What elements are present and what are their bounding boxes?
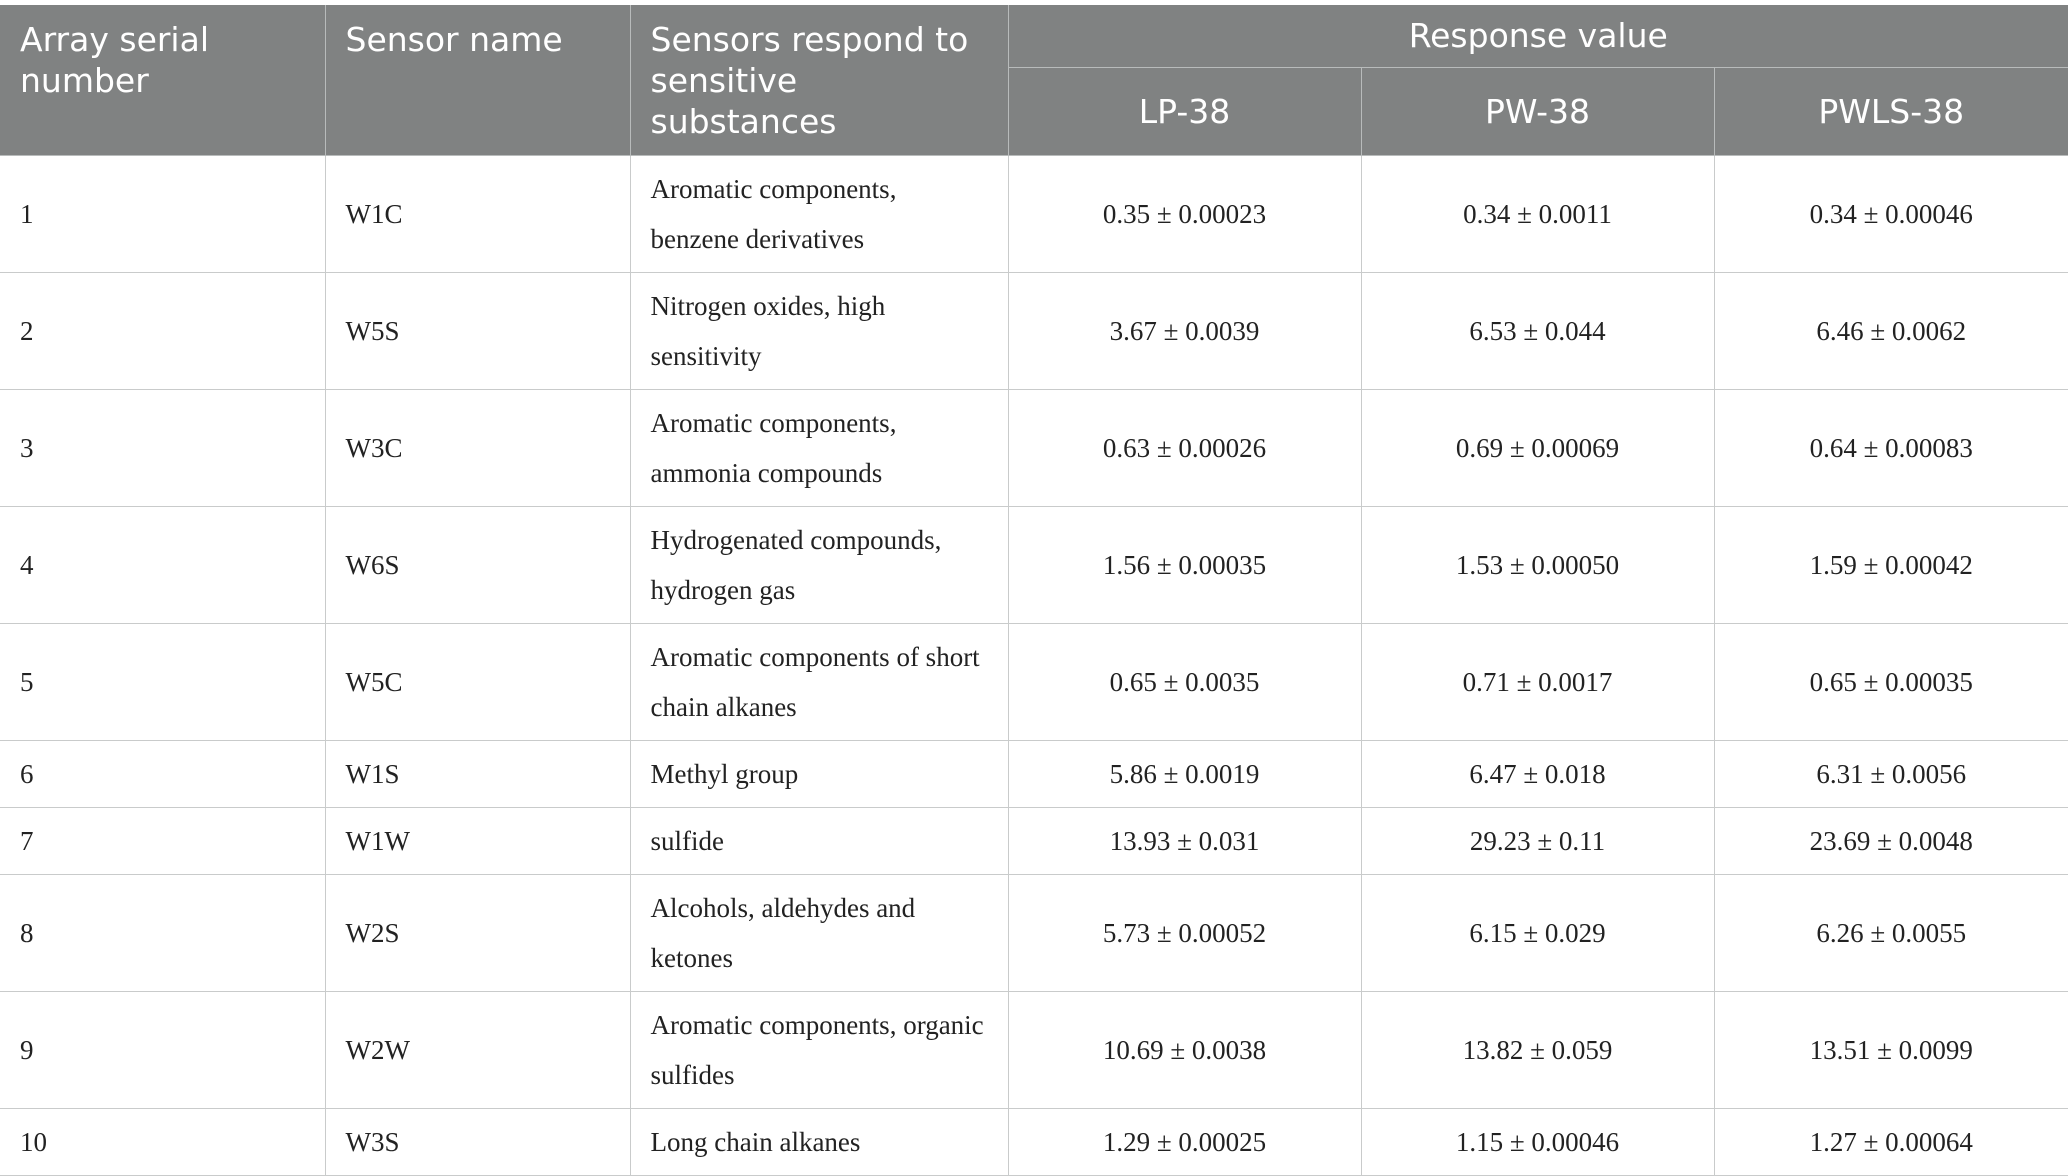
cell-sensor: W6S [325,507,630,624]
cell-pw-38: 0.34 ± 0.0011 [1361,156,1714,273]
cell-lp-38: 10.69 ± 0.0038 [1008,992,1361,1109]
cell-lp-38: 5.86 ± 0.0019 [1008,741,1361,808]
sensor-response-table [0,5,2068,1176]
cell-pwls-38: 0.65 ± 0.00035 [1714,624,2068,741]
header-pwls-38: PWLS-38 [1714,67,2068,155]
cell-serial: 4 [0,507,325,624]
cell-substances: Aromatic components, benzene derivatives [630,156,1008,273]
table-body [0,156,2068,1176]
cell-sensor: W2W [325,992,630,1109]
cell-pwls-38: 1.27 ± 0.00064 [1714,1109,2068,1176]
table-row [0,390,2068,507]
cell-pw-38: 0.69 ± 0.00069 [1361,390,1714,507]
header-sensor-name: Sensor name [325,5,630,156]
cell-substances: Alcohols, aldehydes and ketones [630,875,1008,992]
cell-pwls-38: 6.31 ± 0.0056 [1714,741,2068,808]
cell-serial: 1 [0,156,325,273]
cell-pw-38: 13.82 ± 0.059 [1361,992,1714,1109]
cell-serial: 2 [0,273,325,390]
cell-sensor: W1W [325,808,630,875]
cell-substances: Aromatic components, organic sulfides [630,992,1008,1109]
cell-serial: 6 [0,741,325,808]
cell-pw-38: 1.53 ± 0.00050 [1361,507,1714,624]
header-array-serial-number: Array serial number [0,5,325,156]
cell-pwls-38: 6.46 ± 0.0062 [1714,273,2068,390]
cell-pw-38: 6.47 ± 0.018 [1361,741,1714,808]
cell-lp-38: 0.63 ± 0.00026 [1008,390,1361,507]
cell-serial: 3 [0,390,325,507]
cell-sensor: W1S [325,741,630,808]
table-row [0,156,2068,273]
cell-serial: 9 [0,992,325,1109]
cell-serial: 8 [0,875,325,992]
cell-pwls-38: 0.64 ± 0.00083 [1714,390,2068,507]
cell-sensor: W5S [325,273,630,390]
header-response-value: Response value [1008,5,2068,67]
cell-substances: Hydrogenated compounds, hydrogen gas [630,507,1008,624]
cell-lp-38: 13.93 ± 0.031 [1008,808,1361,875]
cell-lp-38: 1.29 ± 0.00025 [1008,1109,1361,1176]
cell-sensor: W1C [325,156,630,273]
table-row [0,808,2068,875]
cell-lp-38: 5.73 ± 0.00052 [1008,875,1361,992]
header-pw-38: PW-38 [1361,67,1714,155]
header-sensitive-substances: Sensors respond to sensitive substances [630,5,1008,156]
cell-pw-38: 6.53 ± 0.044 [1361,273,1714,390]
cell-sensor: W3S [325,1109,630,1176]
table-row [0,992,2068,1109]
cell-serial: 10 [0,1109,325,1176]
table-row [0,624,2068,741]
cell-substances: Methyl group [630,741,1008,808]
cell-substances: sulfide [630,808,1008,875]
cell-serial: 5 [0,624,325,741]
table-row [0,507,2068,624]
table-row [0,875,2068,992]
cell-pwls-38: 1.59 ± 0.00042 [1714,507,2068,624]
cell-pw-38: 29.23 ± 0.11 [1361,808,1714,875]
cell-pw-38: 1.15 ± 0.00046 [1361,1109,1714,1176]
table-row [0,273,2068,390]
cell-lp-38: 3.67 ± 0.0039 [1008,273,1361,390]
cell-substances: Nitrogen oxides, high sensitivity [630,273,1008,390]
cell-lp-38: 0.65 ± 0.0035 [1008,624,1361,741]
cell-pw-38: 6.15 ± 0.029 [1361,875,1714,992]
cell-pwls-38: 13.51 ± 0.0099 [1714,992,2068,1109]
cell-pwls-38: 0.34 ± 0.00046 [1714,156,2068,273]
cell-pwls-38: 23.69 ± 0.0048 [1714,808,2068,875]
table-row [0,1109,2068,1176]
cell-sensor: W5C [325,624,630,741]
cell-lp-38: 1.56 ± 0.00035 [1008,507,1361,624]
cell-sensor: W3C [325,390,630,507]
cell-substances: Long chain alkanes [630,1109,1008,1176]
cell-serial: 7 [0,808,325,875]
cell-pwls-38: 6.26 ± 0.0055 [1714,875,2068,992]
header-lp-38: LP-38 [1008,67,1361,155]
cell-sensor: W2S [325,875,630,992]
cell-pw-38: 0.71 ± 0.0017 [1361,624,1714,741]
cell-substances: Aromatic components, ammonia compounds [630,390,1008,507]
table-header [0,5,2068,156]
table-row [0,741,2068,808]
cell-substances: Aromatic components of short chain alkanes [630,624,1008,741]
cell-lp-38: 0.35 ± 0.00023 [1008,156,1361,273]
